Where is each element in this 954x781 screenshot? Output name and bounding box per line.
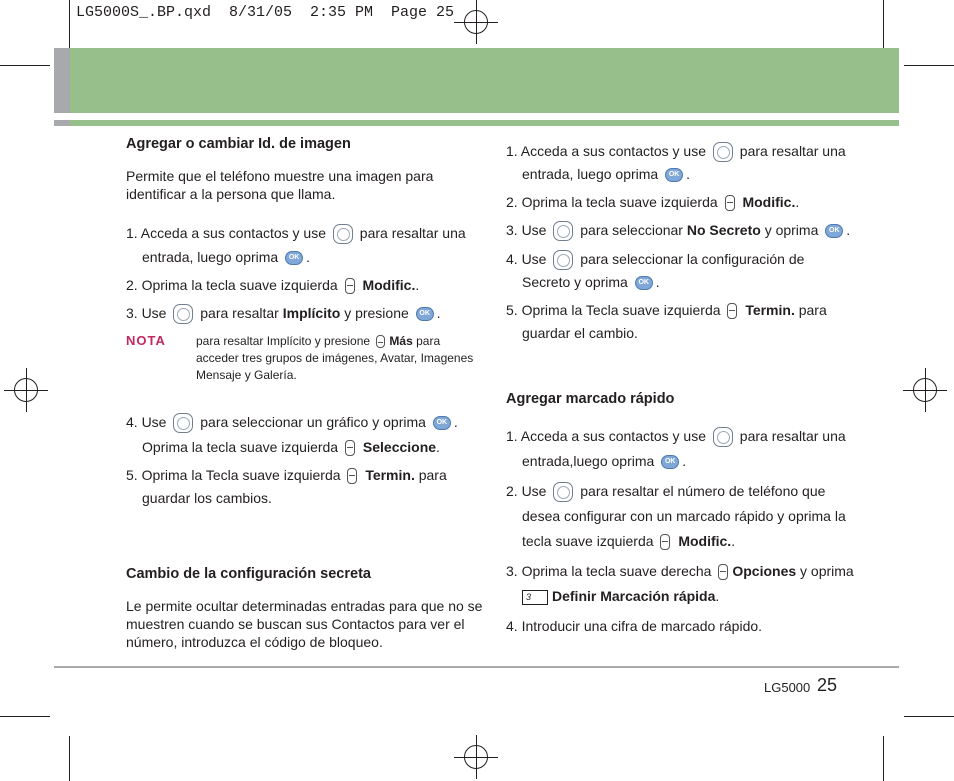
ok-key-icon: OK xyxy=(661,455,679,469)
nota-line: acceder tres grupos de imágenes, Avatar, Imagenes xyxy=(196,351,474,365)
step-2-cont: desea configurar con un marcado rápido y oprima la xyxy=(522,508,846,524)
header-band-grey xyxy=(54,48,70,113)
paragraph: muestren cuando se buscan sus Contactos para ver el xyxy=(126,616,465,632)
step-1: 1. Acceda a sus contactos y use para resaltar una xyxy=(506,426,846,447)
page-number: 25 xyxy=(817,675,838,695)
paragraph: identificar a la persona que llama. xyxy=(126,186,336,202)
footer-model: LG5000 xyxy=(764,680,811,695)
step-1-cont: entrada, luego oprima OK . xyxy=(522,166,690,182)
section-title: Agregar o cambiar Id. de imagen xyxy=(126,136,351,152)
soft-key-icon xyxy=(345,278,355,294)
soft-key-icon xyxy=(718,564,728,580)
paragraph: Le permite ocultar determinadas entradas para que no se xyxy=(126,598,483,614)
registration-mark xyxy=(4,368,48,412)
navigation-key-icon xyxy=(173,304,193,324)
ok-key-icon: OK xyxy=(285,251,303,265)
crop-mark xyxy=(883,736,884,781)
section-title: Agregar marcado rápido xyxy=(506,391,675,407)
navigation-key-icon xyxy=(553,221,573,241)
key-3-icon: 3 xyxy=(522,590,548,605)
nota-line: para resaltar Implícito y presione Más para xyxy=(196,334,441,348)
step-4-cont: Oprima la tecla suave izquierda Seleccione. xyxy=(142,439,440,455)
navigation-key-icon xyxy=(713,142,733,162)
crop-mark xyxy=(69,736,70,781)
step-2: 2. Oprima la tecla suave izquierda Modific.. xyxy=(126,277,420,293)
crop-mark xyxy=(69,0,70,48)
step-1-cont: entrada,luego oprima OK . xyxy=(522,453,687,469)
step-4-cont: Secreto y oprima OK . xyxy=(522,274,660,290)
crop-mark xyxy=(904,716,954,717)
step-2: 2. Use para resaltar el número de teléfono que xyxy=(506,481,825,502)
step-4: 4. Use para seleccionar un gráfico y oprima OK . xyxy=(126,412,458,433)
soft-key-icon xyxy=(345,440,355,456)
step-4: 4. Introducir una cifra de marcado rápido. xyxy=(506,618,763,634)
step-2: 2. Oprima la tecla suave izquierda Modific.. xyxy=(506,194,800,210)
ok-key-icon: OK xyxy=(825,224,843,238)
step-5: 5. Oprima la Tecla suave izquierda Termin. para xyxy=(506,302,827,318)
navigation-key-icon xyxy=(713,427,733,447)
nota-line: Mensaje y Galería. xyxy=(196,368,297,382)
step-4: 4. Use para seleccionar la configuración de xyxy=(506,249,804,270)
footer-rule xyxy=(54,666,899,668)
step-2-cont: tecla suave izquierda Modific.. xyxy=(522,533,736,549)
step-5-cont: guardar los cambios. xyxy=(142,490,272,506)
registration-mark xyxy=(454,735,498,779)
step-1-cont: entrada, luego oprima OK . xyxy=(142,249,310,265)
soft-key-icon xyxy=(376,335,385,348)
ok-key-icon: OK xyxy=(433,416,451,430)
step-3: 3. Oprima la tecla suave derecha Opciones y oprima xyxy=(506,563,854,579)
registration-mark xyxy=(903,368,947,412)
header-rule-grey xyxy=(54,120,70,126)
step-3-cont: 3 Definir Marcación rápida. xyxy=(522,586,719,606)
step-1: 1. Acceda a sus contactos y use para resaltar una xyxy=(126,223,466,244)
ok-key-icon: OK xyxy=(635,276,653,290)
crop-mark xyxy=(0,716,50,717)
navigation-key-icon xyxy=(553,482,573,502)
header-rule xyxy=(70,120,899,126)
soft-key-icon xyxy=(660,534,670,550)
crop-mark xyxy=(904,65,954,66)
navigation-key-icon xyxy=(333,224,353,244)
navigation-key-icon xyxy=(173,413,193,433)
soft-key-icon xyxy=(347,468,357,484)
step-5-cont: guardar el cambio. xyxy=(522,325,638,341)
header-band xyxy=(70,48,899,113)
nota-label: NOTA xyxy=(126,333,166,348)
paragraph: Permite que el teléfono muestre una imagen para xyxy=(126,168,434,184)
soft-key-icon xyxy=(725,195,735,211)
paragraph: número, introduzca el código de bloqueo. xyxy=(126,634,383,650)
step-5: 5. Oprima la Tecla suave izquierda Termin. para xyxy=(126,467,447,483)
soft-key-icon xyxy=(727,303,737,319)
navigation-key-icon xyxy=(553,250,573,270)
ok-key-icon: OK xyxy=(665,168,683,182)
step-3: 3. Use para seleccionar No Secreto y oprima OK . xyxy=(506,220,850,241)
ok-key-icon: OK xyxy=(416,307,434,321)
slug-line: LG5000S_.BP.qxd 8/31/05 2:35 PM Page 25 xyxy=(76,4,455,21)
step-1: 1. Acceda a sus contactos y use para resaltar una xyxy=(506,141,846,162)
step-3: 3. Use para resaltar Implícito y presione OK . xyxy=(126,303,441,324)
registration-mark xyxy=(454,0,498,44)
section-title: Cambio de la configuración secreta xyxy=(126,566,371,582)
crop-mark xyxy=(883,0,884,48)
crop-mark xyxy=(0,65,50,66)
